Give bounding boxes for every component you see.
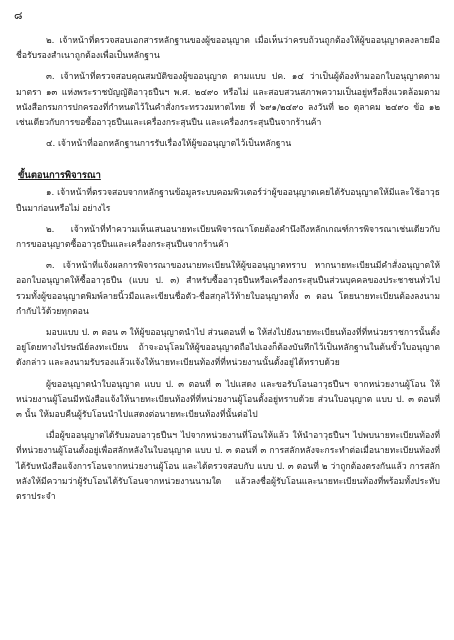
paragraph-top-2: ๓. เจ้าหน้าที่ตรวจสอบคุณสมบัติของผู้ขออนุญาต ตามแบบ ปค. ๑๔ ว่าเป็นผู้ต้องห้ามออกใบอนุญาตตามมาตรา ๑๓ แห่งพระราชบัญญัติอาวุธปืนฯ พ.ศ. ๒๔๙๐ หรือไม่ และสอบสวนสภาพความเป็นอยู่หรือสิ่งแวดล้อมตามหนังสือกรมการปกครองที่กำหนดไว้ในคำสั่งกระทรวงมหาดไทย ที่ ๖๙๑/๒๔๙๐ ลงวันที่ ๒๐ ตุลาคม ๒๔๙๐ ข้อ ๑๒ เช่นเดียวกับการขอซื้ออาวุธปืนและเครื่องกระสุนปืน และเครื่องกระสุนปืนจากร้านค้า	[16, 72, 440, 129]
paragraph-section-2: ๒. เจ้าหน้าที่ทำความเห็นเสนอนายทะเบียนพิจารณาโดยต้องคำนึงถึงหลักเกณฑ์การพิจารณาเช่นเดียวกับการขออนุญาตซื้ออาวุธปืนและเครื่องกระสุนปืนจากร้านค้า	[16, 224, 440, 251]
section-heading: ขั้นตอนการพิจารณา	[18, 170, 101, 182]
paragraph-section-4: มอบแบบ ป. ๓ ตอน ๓ ให้ผู้ขออนุญาตนำไป ส่วนตอนที่ ๒ ให้ส่งไปยังนายทะเบียนท้องที่ที่หน่วยราชการนั้นตั้งอยู่โดยทางไปรษณีย์ลงทะเบียน ถ้าจะอนุโลมให้ผู้ขออนุญาตถือไปเองก็ต้องบันทึกไว้เป็นหลักฐานในต้นขั้วใบอนุญาตดังกล่าว และลงนามรับรองแล้วแจ้งให้นายทะเบียนท้องที่ที่หน่วยงานนั้นตั้งอยู่ได้ทราบด้วย	[16, 328, 440, 369]
paragraph-section-6: เมื่อผู้ขออนุญาตได้รับมอบอาวุธปืนฯ ไปจากหน่วยงานที่โอนให้แล้ว ให้นำอาวุธปืนฯ ไปพบนายทะเบียนท้องที่ที่หน่วยงานผู้โอนตั้งอยู่เพื่อสลักหลังในใบอนุญาต แบบ ป. ๓ ตอนที่ ๓ การสลักหลังจะกระทำต่อเมื่อนายทะเบียนท้องที่ได้รับหนังสือแจ้งการโอนจากหน่วยงานผู้โอน และได้ตรวจสอบกับ แบบ ป. ๓ ตอนที่ ๒ ว่าถูกต้องตรงกันแล้ว การสลักหลังให้มีความว่าผู้รับโอนได้รับโอนจากหน่วยงานนามใด แล้วลงชื่อผู้รับโอนและนายทะเบียนท้องที่พร้อมทั้งประทับตราประจำ	[16, 431, 440, 503]
paragraph-top-1: ๒. เจ้าหน้าที่ตรวจสอบเอกสารหลักฐานของผู้ขออนุญาต เมื่อเห็นว่าครบถ้วนถูกต้องให้ผู้ขออนุญาตลงลายมือชื่อรับรองสำเนาถูกต้องเพื่อเป็นหลักฐาน	[16, 36, 440, 62]
paragraph-top-3: ๔. เจ้าหน้าที่ออกหลักฐานการรับเรื่องให้ผู้ขออนุญาตไว้เป็นหลักฐาน	[46, 139, 292, 150]
paragraph-section-1: ๑. เจ้าหน้าที่ตรวจสอบจากหลักฐานข้อมูลระบบคอมพิวเตอร์ว่าผู้ขออนุญาตเคยได้รับอนุญาตให้มีและใช้อาวุธปืนมาก่อนหรือไม่ อย่างไร	[16, 188, 440, 214]
document-body	[16, 34, 440, 511]
paragraph-section-3: ๓. เจ้าหน้าที่แจ้งผลการพิจารณาของนายทะเบียนให้ผู้ขออนุญาตทราบ หากนายทะเบียนมีคำสั่งอนุญาตให้ออกใบอนุญาตให้ซื้ออาวุธปืน (แบบ ป. ๓) สำหรับซื้ออาวุธปืนหรือเครื่องกระสุนปืนส่วนบุคคลของประชาชนทั่วไป รวมทั้งผู้ขออนุญาตพิมพ์ลายนิ้วมือและเขียนชื่อตัว-ชื่อสกุลไว้ท้ายใบอนุญาตทั้ง ๓ ตอน โดยนายทะเบียนต้องลงนามกำกับไว้ด้วยทุกตอน	[16, 261, 440, 317]
paragraph-section-5: ผู้ขออนุญาตนำใบอนุญาต แบบ ป. ๓ ตอนที่ ๓ ไปแสดง และขอรับโอนอาวุธปืนฯ จากหน่วยงานผู้โอน ให้หน่วยงานผู้โอนมีหนังสือแจ้งให้นายทะเบียนท้องที่ที่หน่วยงานผู้โอนตั้งอยู่ทราบด้วย ส่วนใบอนุญาต แบบ ป. ๓ ตอนที่ ๓ นั้น ให้มอบคืนผู้รับโอนนำไปแสดงต่อนายทะเบียนท้องที่นั้นต่อไป	[16, 379, 440, 421]
section-spacer	[16, 158, 440, 166]
page-number: ๘	[14, 9, 23, 22]
